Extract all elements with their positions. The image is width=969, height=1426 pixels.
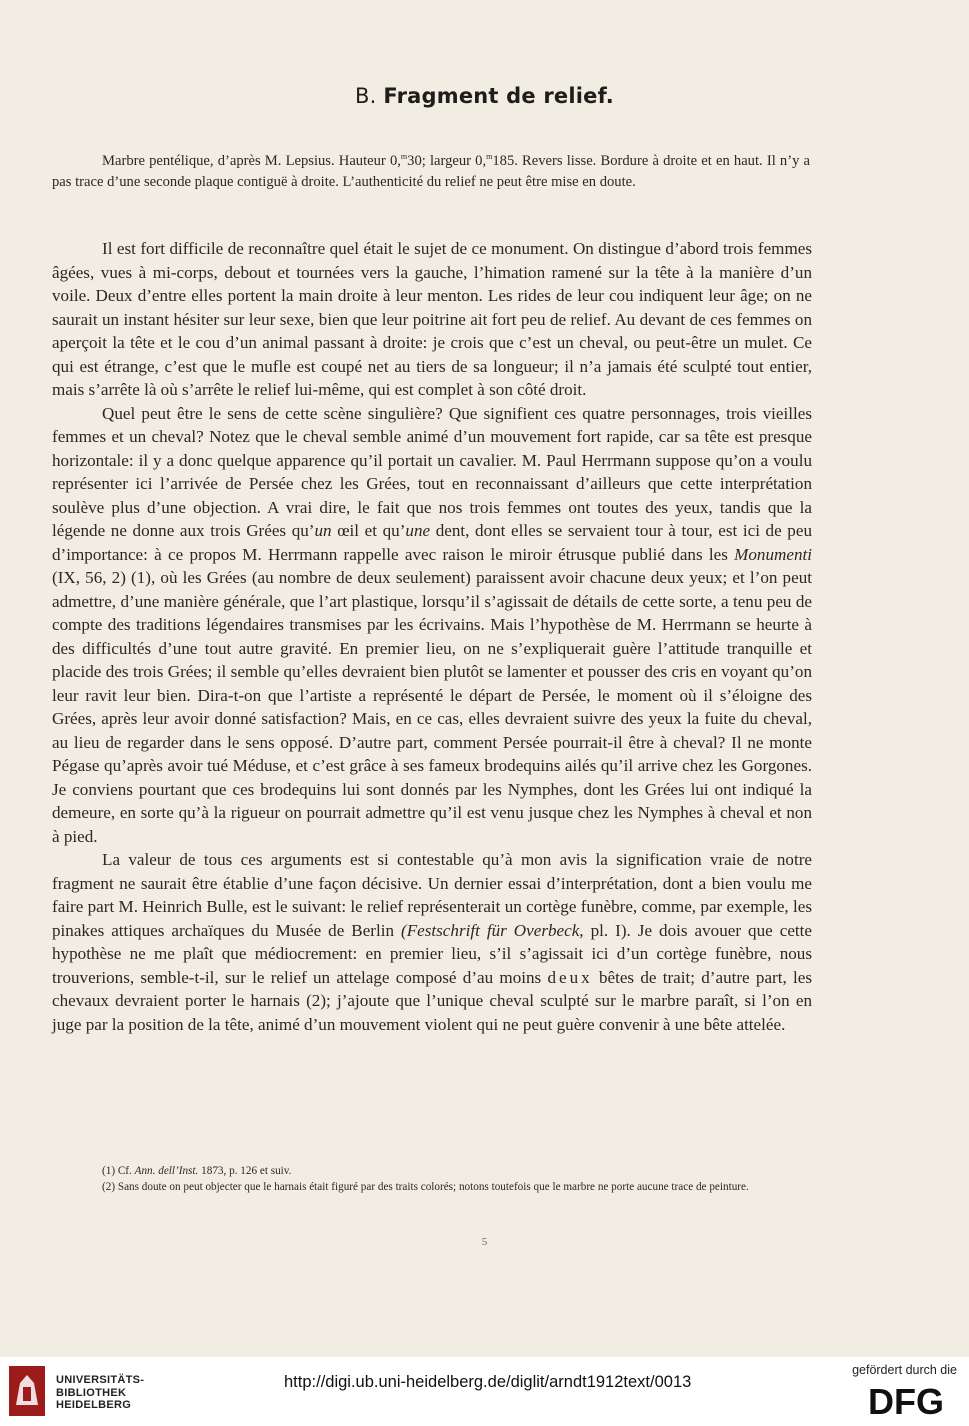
p2-text-c: dent, dont elles se servaient tour à tour, est ici de peu d’importance: à ce propos M. Herrmann rappelle avec raison le miroir étrusque publié dans les [52,521,812,564]
institution-name [56,1374,144,1412]
institution-line-3: HEIDELBERG [56,1399,132,1411]
institution-line-1: UNIVERSITÄTS- [56,1374,145,1386]
footnote-1-b: 1873, p. 126 et suiv. [198,1165,292,1177]
p2-italic-1: un [314,521,332,540]
p2-text-d: (IX, 56, 2) (1), où les Grées (au nombre de deux seulement) paraissent avoir chacune deux yeux; et l’on peut admettre, d’une manière générale, que l’art plastique, lorsqu’il s’agissait de détails de cette sorte, a tenu peu de compte des traditions légendaires transmises par les écrivains. Mais l’hypothèse de M. Herrmann se heurte à des difficultés d’une tout autre gravité. En premier lieu, on ne s’expliquerait guère l’attitude tranquille et placide des trois Grées; il semble qu’elles devraient bien plutôt se lamenter et pousser des cris en voyant qu’on leur ravit leur bien. Dira-t-on que l’artiste a représenté le départ de Persée, le moment où il s’éloigne des Grées, après leur avoir donné satisfaction? Mais, en ce cas, elles devraient suivre des yeux la fuite du cheval, au lieu de regarder dans le sens opposé. D’autre part, comment Persée pourrait-il être à cheval? Il ne monte Pégase qu’après avoir tué Méduse, et c’est grâce à ses fameux brodequins ailés qu’il arrive chez les Gorgones. Je conviens pourtant que ces brodequins lui sont donnés par les Nymphes, dont les Grées lui ont indiqué la demeure, en sorte qu’à la rigueur on pourrait admettre qu’il est venu jusque chez les Nymphes à cheval et non à pied. [52,568,812,846]
paragraph-3 [52,848,812,1036]
paragraph-2 [52,402,812,849]
dfg-logo-icon [853,1384,959,1418]
footnote-1 [52,1163,818,1179]
section-title [0,84,969,108]
p2-italic-3: Monumenti [734,544,812,564]
permalink[interactable]: http://digi.ub.uni-heidelberg.de/diglit/arndt1912text/0013 [284,1373,692,1391]
p3-text-c: bêtes de trait; d’autre part, les chevaux devraient porter le harnais (2); j’ajoute que l’unique cheval sculpté sur le marbre paraît, si l’on en juge par la position de la tête, animé d’un mouvement violent qui ne peut guère convenir à une bête attelée. [52,967,812,1034]
paragraph-1: Il est fort difficile de reconnaître quel était le sujet de ce monument. On distingue d’abord trois femmes âgées, vues à mi-corps, debout et tournées vers la gauche, l’himation ramené sur la tête à la manière d’un voile. Deux d’entre elles portent la main droite à leur menton. Les rides de leur cou indiquent leur âge; on ne saurait un instant hésiter sur leur sexe, bien que leur poitrine ait fort peu de relief. Au devant de ces femmes on aperçoit la tête et le cou d’un animal passant à droite: je crois que c’est un cheval, ou peut-être un mulet. Ce qui est étrange, c’est que le mufle est coupé net au tiers de sa longueur; il n’a jamais été sculpté tout entier, mais s’arrête là où s’arrête le relief lui-même, qui est complet à son côté droit. [52,239,812,399]
intro-text-c: 185. Revers lisse. Bordure à droite et en haut. Il n’y a pas trace d’une seconde plaque contiguë à droite. L’authenticité du relief ne peut être mise en doute. [52,153,810,190]
p2-italic-2: une [405,521,431,540]
p3-italic-1: (Festschrift für Overbeck, [401,920,584,940]
footnote-1-italic: Ann. dell’Inst. [134,1165,199,1177]
p2-text-b: œil et qu’ [331,521,406,540]
intro-text-a: Marbre pentélique, d’après M. Lepsius. Hauteur 0, [102,153,401,169]
footnotes [52,1163,818,1195]
university-seal-icon [8,1365,46,1417]
institution-line-2: BIBLIOTHEK [56,1386,127,1399]
object-description [52,146,810,193]
p3-text-b: pl. I). Je dois avouer que cette hypothèse ne me plaît que médiocrement: en premier lieu, s’il s’agissait ici d’un cortège funèbre, nous trouverions, semble-t-il, sur le relief un attelage composé d’au moins [52,920,813,987]
intro-sup-1: m [400,152,408,161]
intro-text-b: 30; largeur 0, [407,153,487,169]
intro-sup-2: m [486,152,493,161]
viewer-footer [0,1357,969,1426]
footnote-2: (2) Sans doute on peut objecter que le harnais était figuré par des traits colorés; notons toutefois que le marbre ne porte aucune trace de peinture. [102,1181,749,1193]
dfg-logo-text: DFG [868,1384,944,1418]
section-letter: B. [355,84,377,108]
footnote-1-a: (1) Cf. [102,1165,135,1177]
p2-text-a: Quel peut être le sens de cette scène singulière? Que signifient ces quatre personnages, trois vieilles femmes et un cheval? Notez que le cheval semble animé d’un mouvement fort rapide, car sa tête est presque horizontale: il y a donc quelque apparence qu’il portait un cavalier. M. Paul Herrmann suppose qu’on a voulu représenter ici l’arrivée de Persée chez les Grées, tout en reconnaissant d’ailleurs que cette interprétation soulève plus d’une objection. A vrai dire, le fait que nos trois femmes ont toutes des yeux, tandis que la légende ne donne aux trois Grées qu’ [52,403,812,540]
section-heading: Fragment de relief. [383,84,614,108]
p3-spaced: deux [547,967,593,987]
page-number: 5 [481,1236,488,1248]
body-text [52,237,812,1036]
funding-label: gefördert durch die [852,1363,957,1377]
p3-text-a: La valeur de tous ces arguments est si contestable qu’à mon avis la signification vraie de notre fragment ne saurait être établie d’une façon décisive. Un dernier essai d’interprétation, dont a bien voulu me faire part M. Heinrich Bulle, est le suivant: le relief représenterait un cortège funèbre, comme, par exemple, les pinakes attiques archaïques du Musée de Berlin [52,850,812,940]
